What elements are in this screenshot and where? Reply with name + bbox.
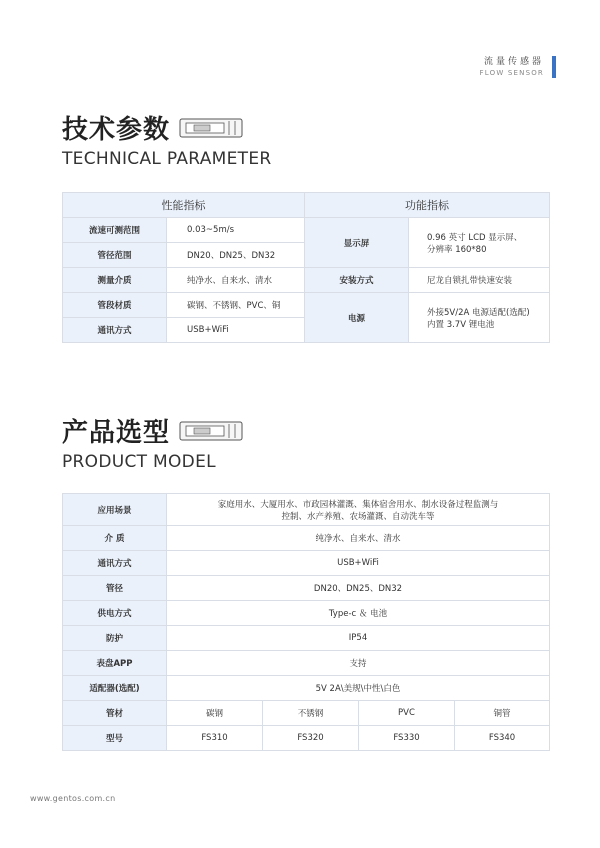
tech-param-table [62, 192, 550, 343]
table-row [63, 526, 550, 551]
tech-section-title [62, 115, 271, 169]
model-value-line: 家庭用水、大厦用水、市政园林灌溉、集体宿舍用水、制水设备过程监测与 [217, 499, 499, 510]
model-row-value: 支持 [167, 651, 550, 676]
func-value-line: 0.96 英寸 LCD 显示屏、 [427, 232, 523, 243]
table-row [63, 494, 550, 526]
model-row-value: 纯净水、自来水、清水 [167, 526, 550, 551]
model-row-label: 通讯方式 [63, 551, 167, 576]
func-value-line: 内置 3.7V 锂电池 [427, 319, 495, 330]
perf-value: USB+WiFi [167, 318, 305, 343]
material-cell: 不锈钢 [263, 701, 359, 726]
func-header: 功能指标 [305, 193, 550, 218]
func-value: 尼龙自锁扎带快速安装 [409, 268, 550, 293]
perf-value: 0.03~5m/s [167, 218, 305, 243]
model-title-cn: 产品选型 [62, 418, 171, 448]
perf-value: DN20、DN25、DN32 [167, 243, 305, 268]
model-row-value: USB+WiFi [167, 551, 550, 576]
perf-value: 碳钢、不锈钢、PVC、铜 [167, 293, 305, 318]
table-row [63, 268, 550, 293]
func-label: 显示屏 [305, 218, 409, 268]
table-row [63, 601, 550, 626]
table-row [63, 293, 550, 318]
model-row-value: 5V 2A\美规\中性\白色 [167, 676, 550, 701]
header-accent-bar [552, 56, 556, 78]
model-title-en: PRODUCT MODEL [62, 452, 216, 472]
tech-title-en: TECHNICAL PARAMETER [62, 149, 272, 169]
footer-url[interactable]: www.gentos.com.cn [30, 794, 116, 803]
table-row [63, 676, 550, 701]
model-section-title [62, 418, 243, 472]
perf-label: 测量介质 [63, 268, 167, 293]
model-number-cell: FS310 [167, 726, 263, 751]
material-cell: 铜管 [455, 701, 550, 726]
header [480, 56, 544, 79]
perf-value: 纯净水、自来水、清水 [167, 268, 305, 293]
table-row [63, 576, 550, 601]
model-value-line: 控制、水产养殖、农场灌溉、自动洗车等 [281, 511, 435, 522]
perf-label: 流速可测范围 [63, 218, 167, 243]
model-row-label: 适配器(选配) [63, 676, 167, 701]
sensor-device-icon [179, 117, 243, 143]
model-row-label: 介 质 [63, 526, 167, 551]
model-number-label: 型号 [63, 726, 167, 751]
func-value-line: 分辨率 160*80 [427, 244, 487, 255]
perf-label: 管径范围 [63, 243, 167, 268]
table-row [63, 701, 550, 726]
model-row-label: 管径 [63, 576, 167, 601]
model-row-value [167, 494, 550, 526]
perf-label: 通讯方式 [63, 318, 167, 343]
header-title-cn: 流量传感器 [483, 57, 544, 67]
model-number-cell: FS340 [455, 726, 550, 751]
model-row-label: 应用场景 [63, 494, 167, 526]
func-value-line: 外接5V/2A 电源适配(选配) [427, 307, 530, 318]
table-row [63, 551, 550, 576]
table-row [63, 218, 550, 243]
sensor-device-icon [179, 420, 243, 446]
tech-title-cn: 技术参数 [62, 115, 171, 145]
model-number-cell: FS330 [359, 726, 455, 751]
model-row-label: 表盘APP [63, 651, 167, 676]
product-model-table [62, 493, 550, 751]
func-label: 安装方式 [305, 268, 409, 293]
func-value [409, 218, 550, 268]
table-row [63, 651, 550, 676]
model-row-label: 供电方式 [63, 601, 167, 626]
perf-label: 管段材质 [63, 293, 167, 318]
model-number-cell: FS320 [263, 726, 359, 751]
model-row-value: DN20、DN25、DN32 [167, 576, 550, 601]
header-title-en: FLOW SENSOR [479, 69, 544, 77]
material-label: 管材 [63, 701, 167, 726]
table-row [63, 626, 550, 651]
func-label: 电源 [305, 293, 409, 343]
func-value [409, 293, 550, 343]
table-row [63, 726, 550, 751]
perf-header: 性能指标 [63, 193, 305, 218]
model-row-value: Type-c ＆ 电池 [167, 601, 550, 626]
material-cell: PVC [359, 701, 455, 726]
model-row-label: 防护 [63, 626, 167, 651]
model-row-value: IP54 [167, 626, 550, 651]
material-cell: 碳钢 [167, 701, 263, 726]
